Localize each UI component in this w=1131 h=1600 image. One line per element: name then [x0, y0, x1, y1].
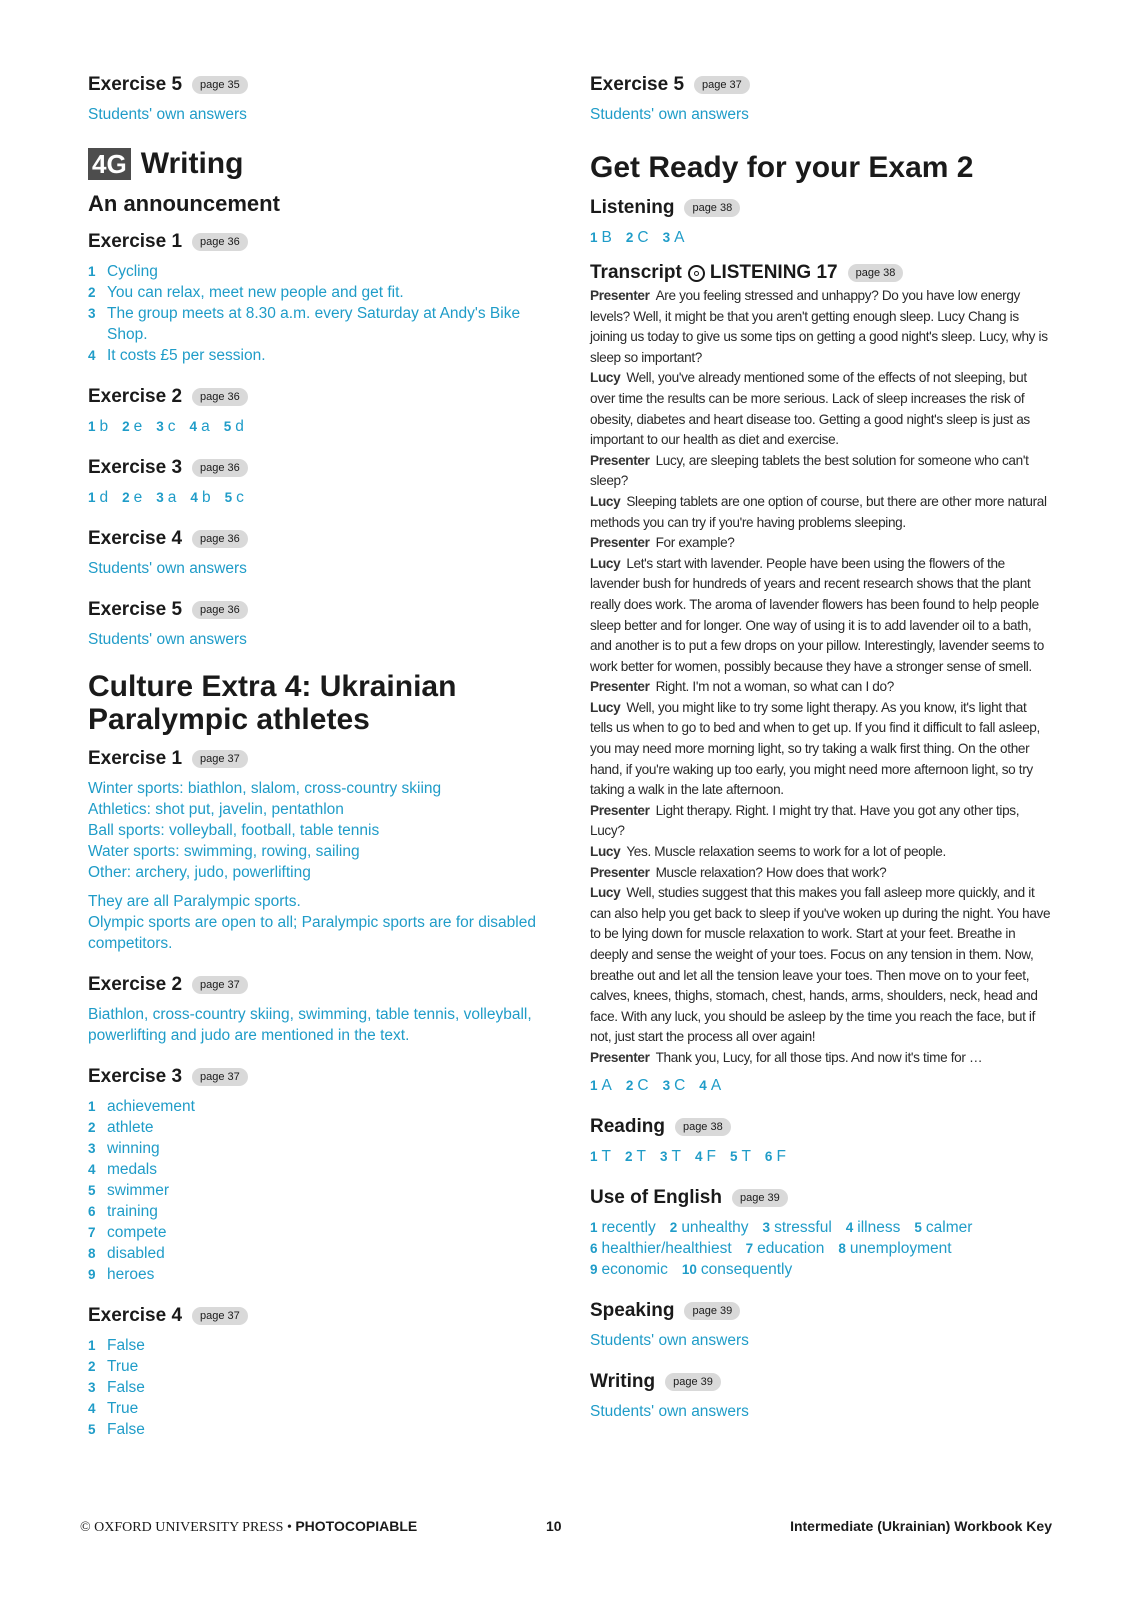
answer-line: Athletics: shot put, javelin, pentathlon — [88, 801, 344, 818]
section-title-writing — [88, 147, 560, 181]
page-badge: page 39 — [684, 1302, 740, 1320]
exercise-title: Exercise 5 — [88, 74, 183, 95]
section-heading: Writing — [590, 1370, 656, 1392]
exercise-title: Exercise 5 — [590, 74, 685, 95]
transcript-line: Presenter Muscle relaxation? How does that work? — [590, 864, 887, 880]
transcript-text — [590, 286, 1052, 1069]
answer-list — [88, 261, 560, 366]
transcript-line: Presenter Right. I'm not a woman, so what can I do? — [590, 679, 894, 695]
transcript-section — [590, 262, 1052, 1096]
audio-cd-icon — [688, 265, 705, 282]
footer-publisher: © OXFORD UNIVERSITY PRESS • PHOTOCOPIABLE — [80, 1518, 418, 1535]
listening-section — [590, 197, 1052, 248]
page-badge: page 36 — [192, 388, 248, 406]
transcript-line: Lucy Well, you've already mentioned some of the effects of not sleeping, but over time the results can be more serious. Lack of sleep increases the risk of obesity, diabetes and heart disease too. Getting a good night's sleep is just as important to our health as diet and exercise. — [590, 370, 1030, 448]
culture-exercise-2 — [88, 974, 560, 1046]
list-item: 1 False — [88, 1337, 145, 1354]
page-badge: page 39 — [665, 1373, 721, 1391]
section-title-exam: Get Ready for your Exam 2 — [590, 151, 974, 184]
list-item: 5 False — [88, 1421, 145, 1438]
listening-track-label: LISTENING 17 — [709, 262, 838, 283]
answer-text: Students' own answers — [88, 560, 247, 577]
culture-exercise-4 — [88, 1305, 560, 1440]
answer-text: Students' own answers — [88, 631, 247, 648]
transcript-line: Lucy Sleeping tablets are one option of course, but there are other more natural methods you can try if you're having problems sleeping. — [590, 493, 1047, 530]
page-badge: page 36 — [192, 459, 248, 477]
writing-exercise-4 — [88, 528, 560, 579]
answer-row: 9 economic 10 consequently — [590, 1260, 793, 1278]
exercise-title: Exercise 2 — [88, 386, 183, 407]
list-item: 3 winning — [88, 1140, 160, 1157]
list-item: 2 athlete — [88, 1119, 154, 1136]
list-item: 9 heroes — [88, 1266, 155, 1283]
list-item: 8 disabled — [88, 1245, 165, 1262]
exercise-title: Exercise 3 — [88, 457, 183, 478]
transcript-line: Presenter Are you feeling stressed and unhappy? Do you have low energy levels? Well, it might be that you aren't getting enough sleep. Lucy Chang is joining us today to give us some tips on getting a good night's sleep. Lucy, why is sleep so important? — [590, 288, 1048, 365]
section-heading: Listening — [590, 197, 675, 218]
section-heading: Speaking — [590, 1299, 675, 1321]
writing-exercise-3 — [88, 457, 560, 508]
writing-exercise-1 — [88, 231, 560, 366]
page-number: 10 — [546, 1518, 562, 1534]
answer-list — [88, 1096, 560, 1285]
answer-line: They are all Paralympic sports. — [88, 893, 301, 910]
page-badge: page 37 — [192, 1068, 248, 1086]
transcript-line: Lucy Yes. Muscle relaxation seems to work for a lot of people. — [590, 844, 946, 860]
culture-exercise-1 — [88, 748, 560, 954]
page-badge: page 37 — [192, 976, 248, 994]
unit-tag: 4G — [88, 148, 131, 180]
list-item: 5 swimmer — [88, 1182, 169, 1199]
answer-row: 1 d 2 e 3 a 4 b 5 c — [88, 489, 244, 506]
transcript-line: Presenter Lucy, are sleeping tablets the best solution for someone who can't sleep? — [590, 452, 1029, 489]
answer-row: 1 recently 2 unhealthy 3 stressful 4 illness 5 calmer — [590, 1218, 973, 1236]
answer-line: Ball sports: volleyball, football, table tennis — [88, 822, 380, 839]
writing-section — [590, 1371, 1052, 1422]
list-item: 1 achievement — [88, 1098, 195, 1115]
list-item: 4 It costs £5 per session. — [88, 347, 266, 364]
transcript-line: Lucy Let's start with lavender. People have been using the flowers of the lavender bush for hundreds of years and recent research shows that the plant really does work. The aroma of lavender flowers has been found to help people sleep better and for longer. One way of using it is to add lavender oil to a bath, and another is to put a few drops on your pillow. Interestingly, lavender seems to work better for women, possibly because they have a stronger sense of smell. — [590, 555, 1044, 674]
page-badge: page 36 — [192, 601, 248, 619]
page-badge: page 38 — [848, 264, 904, 282]
writing-exercise-2 — [88, 386, 560, 437]
section-heading: Reading — [590, 1115, 665, 1137]
list-item: 4 medals — [88, 1161, 157, 1178]
page-badge: page 37 — [694, 76, 750, 94]
exercise-title: Exercise 5 — [88, 599, 183, 620]
reading-section — [590, 1116, 1052, 1167]
section-heading: Use of English — [590, 1186, 722, 1208]
answer-text: Students' own answers — [88, 106, 247, 123]
list-item: 7 compete — [88, 1224, 167, 1241]
exercise-title: Exercise 2 — [88, 974, 183, 995]
section-heading: Transcript — [590, 262, 682, 283]
transcript-line: Presenter Light therapy. Right. I might try that. Have you got any other tips, Lucy? — [590, 802, 1020, 839]
list-item: 6 training — [88, 1203, 158, 1220]
page-badge: page 38 — [675, 1118, 731, 1136]
exercise-title: Exercise 4 — [88, 1305, 183, 1326]
transcript-line: Presenter For example? — [590, 535, 735, 551]
page-badge: page 36 — [192, 530, 248, 548]
exercise-5-page-35 — [88, 74, 560, 125]
exercise-title: Exercise 1 — [88, 748, 183, 769]
page-badge: page 37 — [192, 1307, 248, 1325]
page-footer — [80, 1518, 1052, 1538]
answer-text: Students' own answers — [590, 1331, 749, 1349]
answer-row: 6 healthier/healthiest 7 education 8 unemployment — [590, 1239, 952, 1257]
exercise-title: Exercise 1 — [88, 231, 183, 252]
answer-line: Olympic sports are open to all; Paralympic sports are for disabled competitors. — [88, 914, 536, 952]
answer-row: 1 b 2 e 3 c 4 a 5 d — [88, 418, 244, 435]
answer-line: Water sports: swimming, rowing, sailing — [88, 843, 360, 860]
list-item: 3 The group meets at 8.30 a.m. every Saturday at Andy's Bike Shop. — [88, 305, 521, 343]
page-badge: page 38 — [684, 199, 740, 217]
answer-line: Other: archery, judo, powerlifting — [88, 864, 311, 881]
transcript-line: Lucy Well, you might like to try some light therapy. As you know, it's light that tells us when to go to bed and when to get up. If you find it difficult to fall asleep, you may need more morning light, so try taking a walk first thing. On the other hand, if you're waking up too early, you might need more afternoon light, so try taking a walk in the late afternoon. — [590, 699, 1040, 798]
answer-row: 1 B 2 C 3 A — [590, 229, 685, 246]
left-column — [88, 74, 560, 1460]
exercise-5-page-37 — [590, 74, 1052, 125]
list-item: 4 True — [88, 1400, 139, 1417]
use-of-english-section — [590, 1187, 1052, 1280]
list-item: 2 You can relax, meet new people and get fit. — [88, 284, 404, 301]
transcript-line: Presenter Thank you, Lucy, for all those tips. And now it's time for … — [590, 1049, 983, 1065]
page-badge: page 37 — [192, 750, 248, 768]
page-badge: page 39 — [732, 1189, 788, 1207]
culture-exercise-3 — [88, 1066, 560, 1285]
page-badge: page 35 — [192, 76, 248, 94]
list-item: 3 False — [88, 1379, 145, 1396]
list-item: 2 True — [88, 1358, 139, 1375]
transcript-line: Lucy Well, studies suggest that this makes you fall asleep more quickly, and it can also help you get back to sleep if you've woken up during the night. You have to be lying down for muscle relaxation to work. Start at your feet. Breathe in deeply and sense the weight of your toes. Focus on any tension in them. Now, breathe out and let all the tension leave your toes. Then move on to your feet, calves, knees, thighs, stomach, chest, hands, arms, shoulders, neck, head and face. With any luck, you should be asleep by the time you reach the face, but if not, just start the process all over again! — [590, 885, 1051, 1045]
answer-line: Winter sports: biathlon, slalom, cross-country skiing — [88, 780, 442, 797]
subtitle-announcement: An announcement — [88, 191, 280, 216]
answer-text: Students' own answers — [590, 106, 749, 123]
list-item: 1 Cycling — [88, 263, 158, 280]
footer-book-title: Intermediate (Ukrainian) Workbook Key — [790, 1518, 1052, 1534]
answer-row: 1 T 2 T 3 T 4 F 5 T 6 F — [590, 1147, 786, 1165]
answer-text: Students' own answers — [590, 1402, 749, 1420]
footer-photocopiable: PHOTOCOPIABLE — [295, 1518, 418, 1534]
answer-row: 1 A 2 C 3 C 4 A — [590, 1076, 722, 1094]
section-title-text: Writing — [140, 147, 244, 180]
section-title-culture-extra: Culture Extra 4: Ukrainian Paralympic athletes — [88, 670, 457, 736]
exercise-title: Exercise 4 — [88, 528, 183, 549]
answer-text: Biathlon, cross-country skiing, swimming, table tennis, volleyball, powerlifting and judo are mentioned in the text. — [88, 1006, 532, 1044]
right-column — [590, 74, 1052, 1442]
writing-exercise-5 — [88, 599, 560, 650]
answer-list — [88, 1335, 560, 1440]
speaking-section — [590, 1300, 1052, 1351]
exercise-title: Exercise 3 — [88, 1066, 183, 1087]
page-badge: page 36 — [192, 233, 248, 251]
